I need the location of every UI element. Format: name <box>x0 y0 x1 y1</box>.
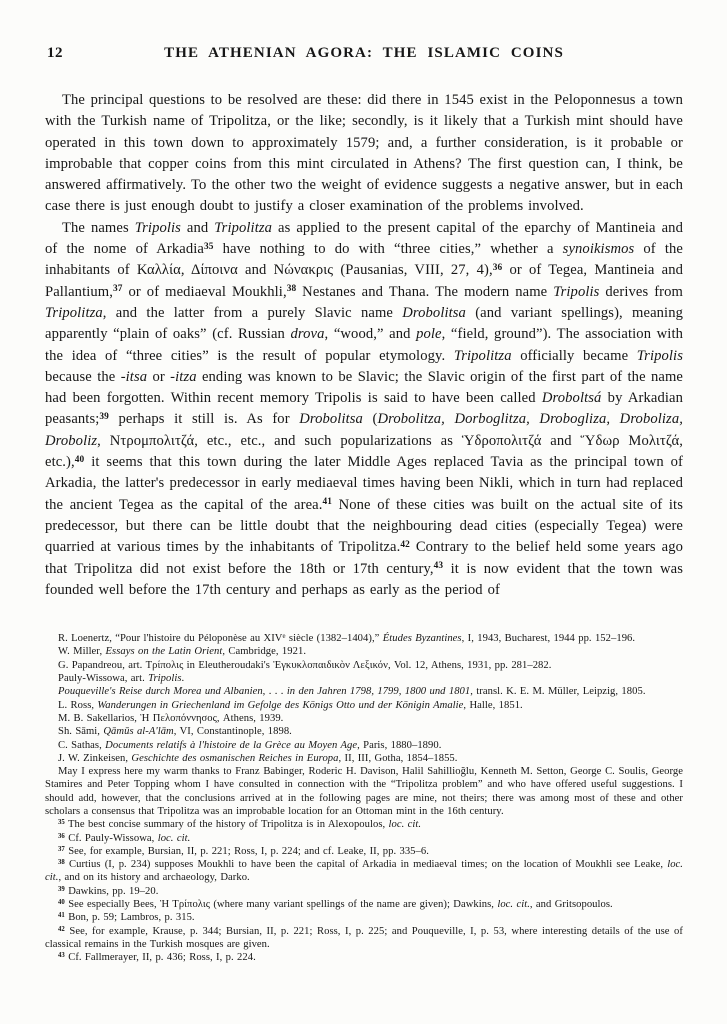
text-run: ending was known to be Slavic; the Slavic origin of the first part of the name had been forgotten. Within recent memory Tripolis is said to have been called <box>45 368 683 407</box>
text-run: Sh. Sāmi, <box>58 726 104 738</box>
text-run: R. Loenertz, “Pour l'histoire du Péloponèse au XIV <box>58 633 283 645</box>
footnote-reference: 38 <box>58 859 65 867</box>
page-number: 12 <box>47 45 63 61</box>
text-run: . <box>181 673 185 685</box>
text-run: officially became <box>511 347 637 364</box>
text-run: The names <box>62 219 135 236</box>
text-run: as applied to the present capital of the eparchy of Mantineia and of the nome of Arkadia <box>45 219 683 258</box>
text-run: derives from <box>599 283 683 300</box>
footnote-reference: 37 <box>58 845 65 853</box>
text-run: See, for example, Bursian, II, p. 221; Ross, I, p. 224; and cf. Leake, II, pp. 335–6. <box>64 845 429 857</box>
text-run: See especially Bees, Ἡ Τρίπολις (where many variant spellings of the name are given); Dawkins, <box>64 899 498 911</box>
text-run: Droboltsá <box>541 390 602 407</box>
footnote-entry <box>45 885 683 898</box>
footnote-reference: 39 <box>99 412 109 423</box>
footnote-entry <box>45 672 683 685</box>
text-run: , Cambridge, 1921. <box>222 646 307 658</box>
text-run: Bon, p. 59; Lambros, p. 315. <box>64 912 195 924</box>
text-run: loc. cit. <box>497 899 530 911</box>
text-run: Tripolis <box>636 347 683 364</box>
text-run: in den Jahren 1798, 1799, 1800 und 1801 <box>286 686 471 698</box>
footnote-reference: 41 <box>58 912 65 920</box>
text-run: Essays on the Latin Orient <box>105 646 223 658</box>
footnote-entry <box>45 712 683 725</box>
text-run: or of Tegea, Mantineia and Pallantium, <box>45 262 684 300</box>
footnote-reference: 42 <box>400 540 410 551</box>
text-run: , II, III, Gotha, 1854–1855. <box>338 752 458 764</box>
text-run: loc. cit. <box>157 832 191 844</box>
footnote-entry <box>45 858 683 885</box>
text-run: Tripolis <box>148 673 182 685</box>
text-run: Wanderungen in Griechenland im Gefolge des Königs Otto und der Königin Amalie <box>97 699 464 711</box>
footnote-entry <box>45 951 683 964</box>
text-run: it seems that this town during the later Middle Ages replaced Tavia as the principal town of Arkadia, the latter's predecessor in early mediaeval times having been Nikli, which in turn had replaced the ancient Tegea as the capital of the area. <box>45 454 683 513</box>
text-run: because the <box>45 368 121 385</box>
footnote-entry <box>45 911 683 924</box>
footnotes-section <box>45 632 683 964</box>
text-run: None of these cities was built on the actual site of its predecessor, but there can be little doubt that the neighbouring dead cities (especially Tegea) were quarried at various times by the inhabitants of Tripolitza. <box>45 496 683 556</box>
footnote-entry <box>45 832 683 845</box>
footnote-reference: 36 <box>58 832 65 840</box>
text-run: it is now evident that the town was founded well before the 17th century and perhaps as early as the period of <box>45 560 683 598</box>
text-run: J. W. Zinkeisen, <box>58 752 132 764</box>
text-run: ( <box>362 411 378 428</box>
text-run: The principal questions to be resolved are these: did there in 1545 exist in the Peloponnesus a town with the Turkish name of Tripolitza, or the like; secondly, is it likely that a Turkish mint should have operated in this town down to approximately 1579; and, a further consideration, is it probable or improbable that copper coins from this mint circulated in Athens? The first question can, I think, be answered affirmatively. To the other two the weight of evidence suggests a negative answer, but in each case there is just enough doubt to justify a closer examination of the problems involved. <box>45 92 683 215</box>
text-run: Geschichte des osmanischen Reiches in Europa <box>131 752 339 764</box>
footnote-reference: 35 <box>58 819 65 827</box>
footnote-reference: 40 <box>74 454 85 465</box>
text-run: Nestanes and Thana. The modern name <box>296 283 554 300</box>
text-run: Tripolitza <box>45 304 103 321</box>
text-run: -itsa <box>120 368 148 385</box>
paragraph <box>45 90 683 218</box>
footnote-entry <box>45 632 683 645</box>
text-run: synoikismos <box>562 241 635 258</box>
footnote-entry <box>45 659 683 672</box>
text-run: by Arkadian peasants; <box>45 390 683 428</box>
text-run: Drobolitsa <box>402 304 466 321</box>
text-run: or <box>147 368 171 385</box>
page-header <box>45 0 683 66</box>
text-run: Qāmūs al-A'lām <box>103 726 174 738</box>
text-run: e <box>282 633 286 641</box>
footnote-entry <box>45 699 683 712</box>
footnote-entry <box>45 752 683 765</box>
text-run: See, for example, Krause, p. 344; Bursian, II, p. 221; Ross, I, p. 225; and Pouqueville, I, p. 53, where interesting details of the use of classical remains in the Turkish mosques are given. <box>45 925 683 950</box>
text-run: Curtius (I, p. 234) supposes Moukhli to have been the capital of Arkadia in mediaeval times; on the location of Moukhli see Leake, <box>64 859 668 871</box>
footnote-reference: 36 <box>492 263 503 274</box>
text-run: , and on its history and archaeology, Darko. <box>58 872 250 884</box>
footnote-entry <box>45 898 683 911</box>
text-run: May I express here my warm thanks to Franz Babinger, Roderic H. Davison, Halil Sahillioğlu, Kenneth M. Setton, George C. Soulis, George Stamires and Peter Topping whom I have consulted in connection with the “Tripolitza problem” and who have offered useful suggestions. I should add, however, that the conclusions arrived at in the following pages are mine, not theirs; there was among most of these and other scholars a consensus that Tripolitza was an improbable location for an Ottoman mint in the 16th century. <box>45 766 683 817</box>
text-run: L. Ross, <box>58 699 98 711</box>
text-run: Cf. Pauly-Wissowa, <box>64 832 158 844</box>
text-run: , I, 1943, Bucharest, 1944 pp. 152–196. <box>461 633 636 645</box>
footnote-reference: 40 <box>58 899 65 907</box>
text-run: M. B. Sakellarios, Ἡ Πελοπόννησος, Athens, 1939. <box>58 712 284 724</box>
text-run: (and variant spellings), meaning apparently “plain of oaks” (cf. Russian <box>45 304 683 343</box>
text-run: , transl. K. E. M. Müller, Leipzig, 1805. <box>470 686 646 698</box>
footnote-entry <box>45 845 683 858</box>
text-run: or of mediaeval Moukhli, <box>122 283 287 300</box>
text-run: siècle (1382–1404),” <box>285 633 383 645</box>
footnote-reference: 39 <box>58 885 65 893</box>
text-run: Tripolis <box>553 283 600 300</box>
text-run: , VI, Constantinople, 1898. <box>173 726 292 738</box>
text-run: Cf. Fallmerayer, II, p. 436; Ross, I, p. 224. <box>64 952 256 964</box>
text-run: Études Byzantines <box>382 633 462 645</box>
text-run: Pauly-Wissowa, art. <box>58 673 149 685</box>
text-run: , “wood,” and <box>324 326 417 343</box>
footnote-reference: 35 <box>203 241 214 252</box>
footnote-entry <box>45 765 683 818</box>
text-run: pole <box>416 326 442 343</box>
text-run: Drobolitza, Dorboglitza, Drobogliza, Droboliza, Droboliz <box>45 411 683 449</box>
text-run: C. Sathas, <box>58 739 106 751</box>
text-run: , and Gritsopoulos. <box>529 899 613 911</box>
text-run: , Paris, 1880–1890. <box>357 739 442 751</box>
text-run: loc. cit. <box>388 819 422 831</box>
footnote-reference: 41 <box>322 497 333 508</box>
text-run: loc. cit. <box>45 859 683 884</box>
text-run: perhaps it still is. As for <box>108 411 300 428</box>
footnote-entry <box>45 818 683 831</box>
footnote-entry <box>45 685 683 698</box>
text-run: Tripolitza <box>214 219 273 236</box>
text-run: of the inhabitants of Καλλία, Δίποινα and Νώνακρις (Pausanias, VIII, 27, 4), <box>45 241 683 279</box>
footnote-entry <box>45 725 683 738</box>
text-run: , Halle, 1851. <box>463 699 523 711</box>
text-run: Tripolis <box>134 219 181 236</box>
text-run: G. Papandreou, art. Τρίπολις in Eleutheroudaki's Ἐγκυκλοπαιδικὸν Λεξικόν, Vol. 12, Athens, 1931, pp. 281–282. <box>58 659 552 671</box>
footnote-reference: 43 <box>433 561 444 572</box>
text-run: Dawkins, pp. 19–20. <box>64 885 159 897</box>
text-run: Drobolitsa <box>299 411 363 428</box>
text-run: -itza <box>170 368 197 385</box>
footnote-reference: 38 <box>286 284 297 295</box>
text-run: . . . <box>265 686 287 698</box>
text-run: , Ντρομπολιτζά, etc., etc., and such popularizations as Ὑδροπολιτζά and Ὕδωρ Μολιτζά, etc.), <box>45 432 683 471</box>
text-run: drova <box>290 326 325 343</box>
text-run: have nothing to do with “three cities,” whether a <box>213 241 563 258</box>
text-run: Contrary to the belief held some years ago that Tripolitza did not exist before the 18th or 17th century, <box>45 539 683 577</box>
text-run: and <box>180 219 215 236</box>
text-run: The best concise summary of the history of Tripolitza is in Alexopoulos, <box>64 819 389 831</box>
paragraph <box>45 218 683 601</box>
text-run: Documents relatifs à l'histoire de la Grèce au Moyen Age <box>105 739 358 751</box>
footnote-reference: 37 <box>112 284 123 295</box>
footnote-reference: 42 <box>58 925 65 933</box>
footnote-entry <box>45 739 683 752</box>
text-run: , and the latter from a purely Slavic name <box>102 304 403 321</box>
text-run: , “field, ground”). The association with the idea of “three cities” is the result of popular etymology. <box>45 326 684 364</box>
body-text <box>45 90 683 601</box>
text-run: W. Miller, <box>58 646 106 658</box>
footnote-reference: 43 <box>58 952 65 960</box>
footnote-entry <box>45 925 683 952</box>
text-run: Tripolitza <box>453 347 512 364</box>
footnote-entry <box>45 645 683 658</box>
text-run: Pouqueville's Reise durch Morea und Albanien, <box>58 686 266 698</box>
running-title: THE ATHENIAN AGORA: THE ISLAMIC COINS <box>164 45 564 61</box>
